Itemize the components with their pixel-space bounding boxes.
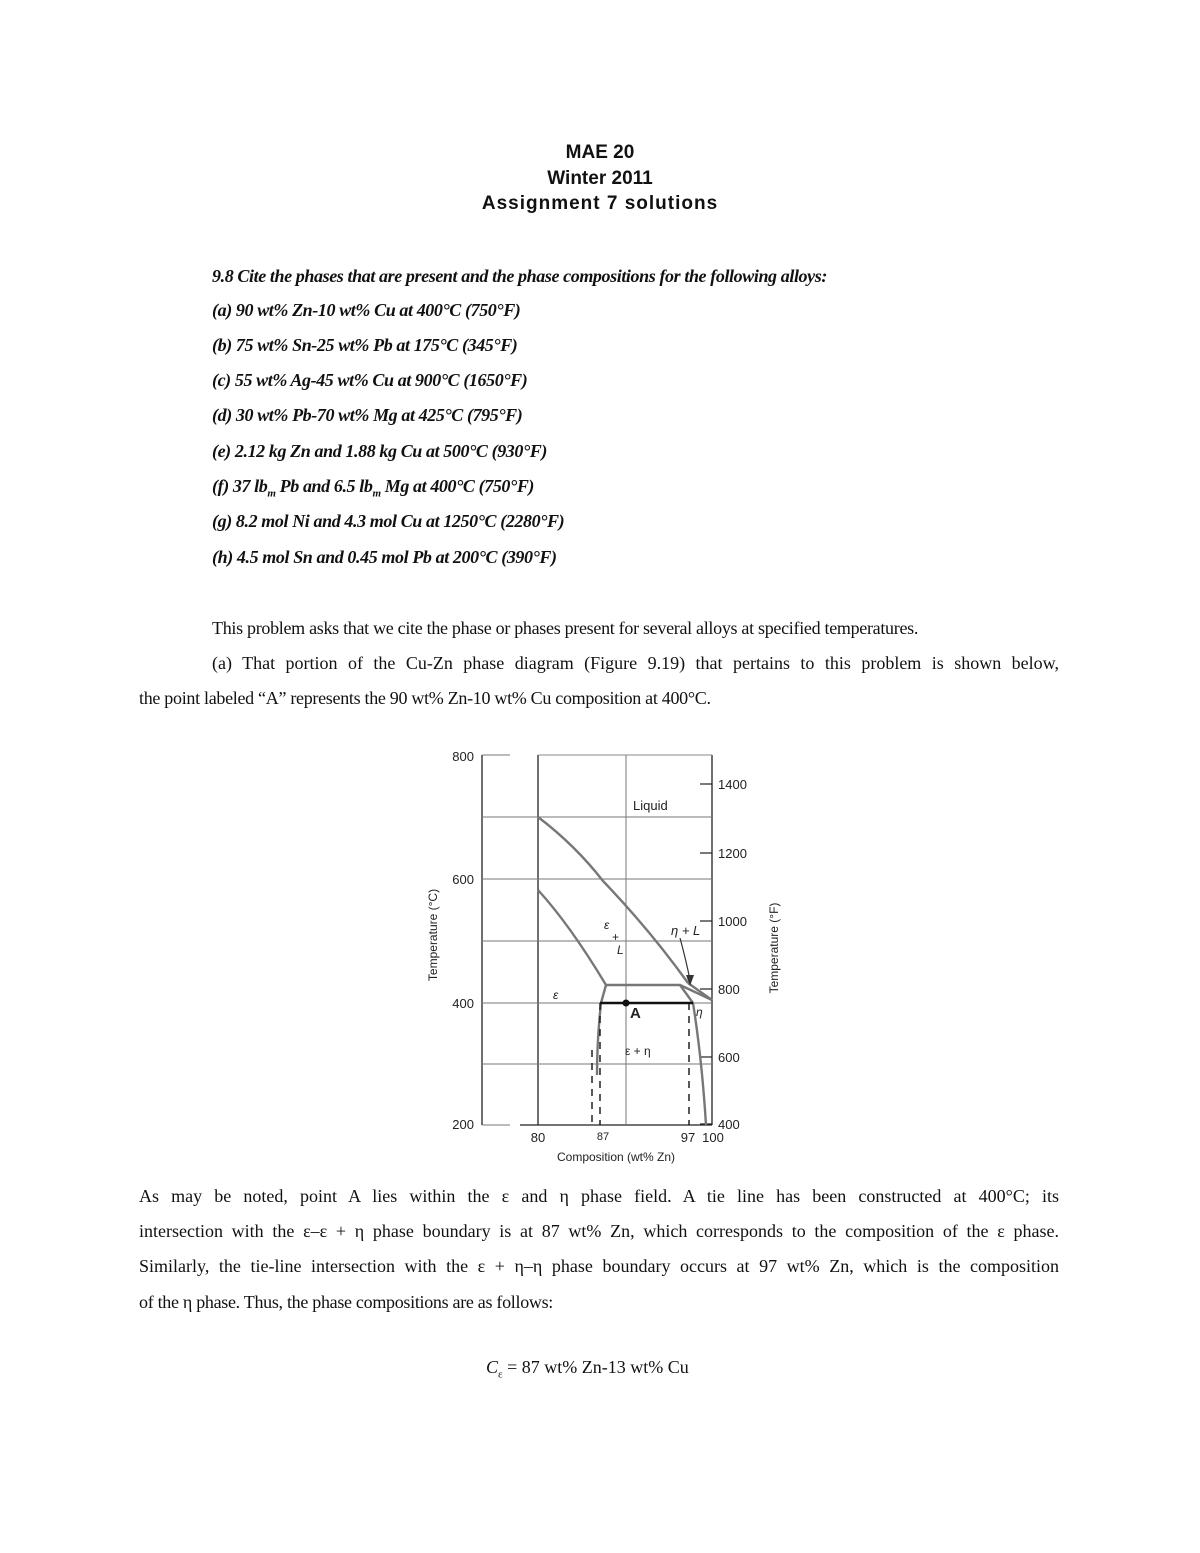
problem-item-b: (b) 75 wt% Sn-25 wt% Pb at 175°C (345°F) [212, 335, 518, 355]
liquidus-curve [538, 817, 688, 983]
right-tick-600: 600 [718, 1050, 740, 1065]
x-tick-100: 100 [702, 1130, 724, 1145]
left-tick-800: 800 [452, 749, 474, 764]
right-tick-800: 800 [718, 982, 740, 997]
problem-item-c: (c) 55 wt% Ag-45 wt% Cu at 900°C (1650°F) [212, 370, 528, 390]
problem-item-e: (e) 2.12 kg Zn and 1.88 kg Cu at 500°C (930°F) [212, 441, 548, 461]
problem-item-h: (h) 4.5 mol Sn and 0.45 mol Pb at 200°C (390°F) [212, 547, 557, 567]
eta-plus-liquid-label: η + L [671, 923, 701, 938]
eta-region-label: η [696, 1005, 703, 1019]
problem-item-f: (f) 37 $lb_m$ Pb and 6.5 $lb_m$ Mg at 400°C (750°F) [212, 476, 535, 500]
discussion-line-4: of the η phase. Thus, the phase compositions are as follows: [139, 1292, 554, 1312]
y-axis-label-left: Temperature (°C) [426, 888, 440, 982]
cu-zn-phase-diagram [418, 745, 798, 1170]
epsilon-label: ε [604, 918, 610, 932]
left-tick-400: 400 [452, 996, 474, 1011]
epsilon-solvus-curve [597, 985, 606, 1075]
left-tick-600: 600 [452, 872, 474, 887]
x-axis-label: Composition (wt% Zn) [556, 1150, 676, 1164]
course-title: MAE 20 [565, 142, 635, 163]
term-title: Winter 2011 [547, 168, 653, 189]
l-label: L [617, 943, 624, 957]
right-tick-1400: 1400 [718, 777, 747, 792]
epsilon-region-label: ε [553, 988, 559, 1002]
problem-item-g: (g) 8.2 mol Ni and 4.3 mol Cu at 1250°C (2280°F) [212, 511, 565, 531]
solution-intro: This problem asks that we cite the phase or phases present for several alloys at specified temperatures. [212, 618, 919, 638]
liquid-label: Liquid [633, 798, 668, 813]
plus-label: + [612, 930, 620, 944]
x-tick-97: 97 [680, 1130, 696, 1145]
phase-boundaries [538, 817, 712, 1125]
part-a-line-2: the point labeled “A” represents the 90 wt% Zn-10 wt% Cu composition at 400°C. [139, 688, 711, 708]
point-a-label: A [630, 1005, 641, 1022]
x-tick-80: 80 [530, 1130, 546, 1145]
left-tick-200: 200 [452, 1117, 474, 1132]
region-labels [553, 798, 703, 1058]
right-tick-1200: 1200 [718, 846, 747, 861]
right-tick-400: 400 [718, 1117, 740, 1132]
problem-heading: 9.8 Cite the phases that are present and the phase compositions for the following alloys: [212, 266, 827, 286]
discussion-line-1: As may be noted, point A lies within the ε and η phase field. A tie line has been constructed at 400°C; its [139, 1186, 1059, 1206]
composition-equation: $C_\varepsilon = 87$ wt% Zn-13 wt% Cu [486, 1357, 689, 1381]
problem-item-d: (d) 30 wt% Pb-70 wt% Mg at 425°C (795°F) [212, 405, 523, 425]
discussion-line-2: intersection with the ε–ε + η phase boundary is at 87 wt% Zn, which corresponds to the composition of the ε phase. [139, 1221, 1059, 1241]
epsilon-solidus-curve [538, 890, 606, 985]
discussion-line-3: Similarly, the tie-line intersection with the ε + η–η phase boundary occurs at 97 wt% Zn, which is the composition [139, 1256, 1059, 1276]
part-a-line-1: (a) That portion of the Cu-Zn phase diagram (Figure 9.19) that pertains to this problem is shown below, [212, 653, 1059, 673]
y-axis-label-right: Temperature (°F) [767, 902, 781, 994]
right-tick-1000: 1000 [718, 914, 747, 929]
x-tick-87: 87 [596, 1131, 610, 1143]
problem-item-a: (a) 90 wt% Zn-10 wt% Cu at 400°C (750°F) [212, 300, 521, 320]
point-a-marker [623, 1000, 630, 1007]
assignment-title: Assignment 7 solutions [481, 193, 719, 214]
eps-eta-label: ε + η [625, 1044, 651, 1058]
peritectic-line [606, 985, 712, 1000]
